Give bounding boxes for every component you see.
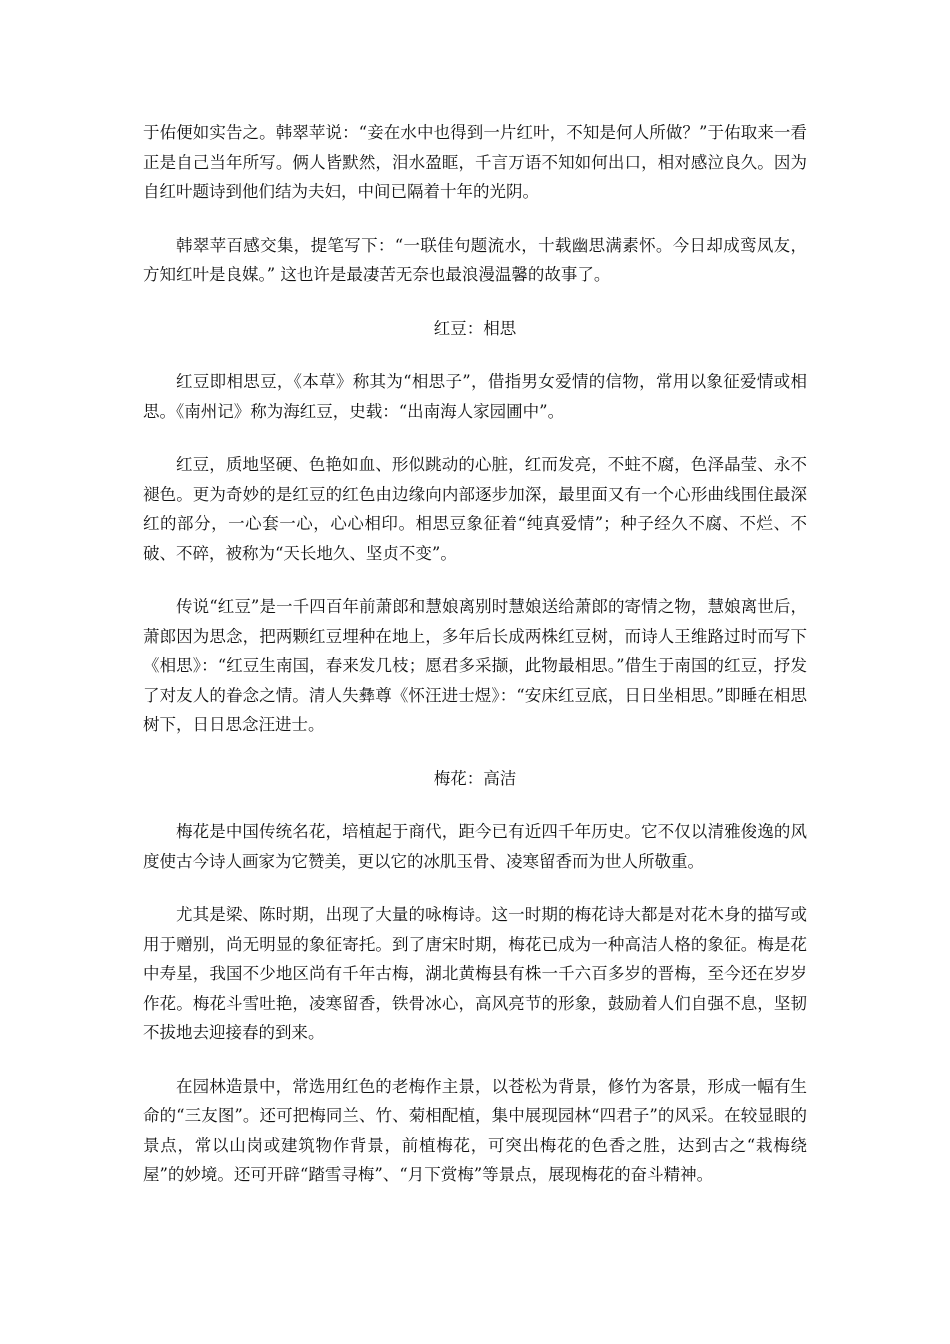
paragraph-poem: 韩翠苹百感交集，提笔写下：“一联佳句题流水，十载幽思满素怀。今日却成鸾凤友，方知红叶是良媒。” 这也许是最凄苦无奈也最浪漫温馨的故事了。 (143, 235, 807, 284)
paragraph-plum-garden: 在园林造景中，常选用红色的老梅作主景，以苍松为背景，修竹为客景，形成一幅有生命的“三友图”。还可把梅同兰、竹、菊相配植，集中展现园林“四君子”的风采。在较显眼的景点，常以山岗或建筑物作背景，前植梅花，可突出梅花的色香之胜，达到古之“栽梅绕屋”的妙境。还可开辟“踏雪寻梅”、“月下赏梅”等景点，展现梅花的奋斗精神。 (143, 1076, 807, 1184)
paragraph-plum-intro: 梅花是中国传统名花，培植起于商代，距今已有近四千年历史。它不仅以清雅俊逸的风度使古今诗人画家为它赞美，更以它的冰肌玉骨、凌寒留香而为世人所敬重。 (143, 822, 807, 871)
document-body (143, 118, 807, 1214)
section-heading-red-bean: 红豆：相思 (433, 318, 517, 338)
paragraph-red-bean-intro: 红豆即相思豆，《本草》称其为“相思子”，借指男女爱情的信物，常用以象征爱情或相思。《南州记》称为海红豆，史载：“出南海人家园圃中”。 (143, 372, 807, 421)
section-heading-plum-blossom: 梅花：高洁 (433, 768, 517, 788)
paragraph-red-bean-description: 红豆，质地坚硬、色艳如血、形似跳动的心脏，红而发亮，不蛀不腐，色泽晶莹、永不褪色。更为奇妙的是红豆的红色由边缘向内部逐步加深，最里面又有一个心形曲线围住最深红的部分，一心套一心，心心相印。相思豆象征着“纯真爱情”；种子经久不腐、不烂、不破、不碎，被称为“天长地久、坚贞不变”。 (143, 455, 807, 563)
paragraph-reunion: 于佑便如实告之。韩翠苹说：“妾在水中也得到一片红叶，不知是何人所做？”于佑取来一看正是自己当年所写。俩人皆默然，泪水盈眶，千言万语不知如何出口，相对感泣良久。因为自红叶题诗到他们结为夫妇，中间已隔着十年的光阴。 (143, 123, 807, 201)
paragraph-plum-history: 尤其是梁、陈时期，出现了大量的咏梅诗。这一时期的梅花诗大都是对花木身的描写或用于赠别，尚无明显的象征寄托。到了唐宋时期，梅花已成为一种高洁人格的象征。梅是花中寿星，我国不少地区尚有千年古梅，湖北黄梅县有株一千六百多岁的晋梅，至今还在岁岁作花。梅花斗雪吐艳，凌寒留香，铁骨冰心，高风亮节的形象，鼓励着人们自强不息，坚韧不拔地去迎接春的到来。 (143, 905, 807, 1042)
paragraph-red-bean-legend: 传说“红豆”是一千四百年前萧郎和慧娘离别时慧娘送给萧郎的寄情之物，慧娘离世后，萧郎因为思念，把两颗红豆埋种在地上，多年后长成两株红豆树，而诗人王维路过时而写下《相思》：“红豆生南国，春来发几枝；愿君多采撷，此物最相思。”借生于南国的红豆，抒发了对友人的眷念之情。清人失彝尊《怀汪进士煜》：“安床红豆底，日日坐相思。”即睡在相思树下，日日思念汪进士。 (143, 597, 807, 734)
